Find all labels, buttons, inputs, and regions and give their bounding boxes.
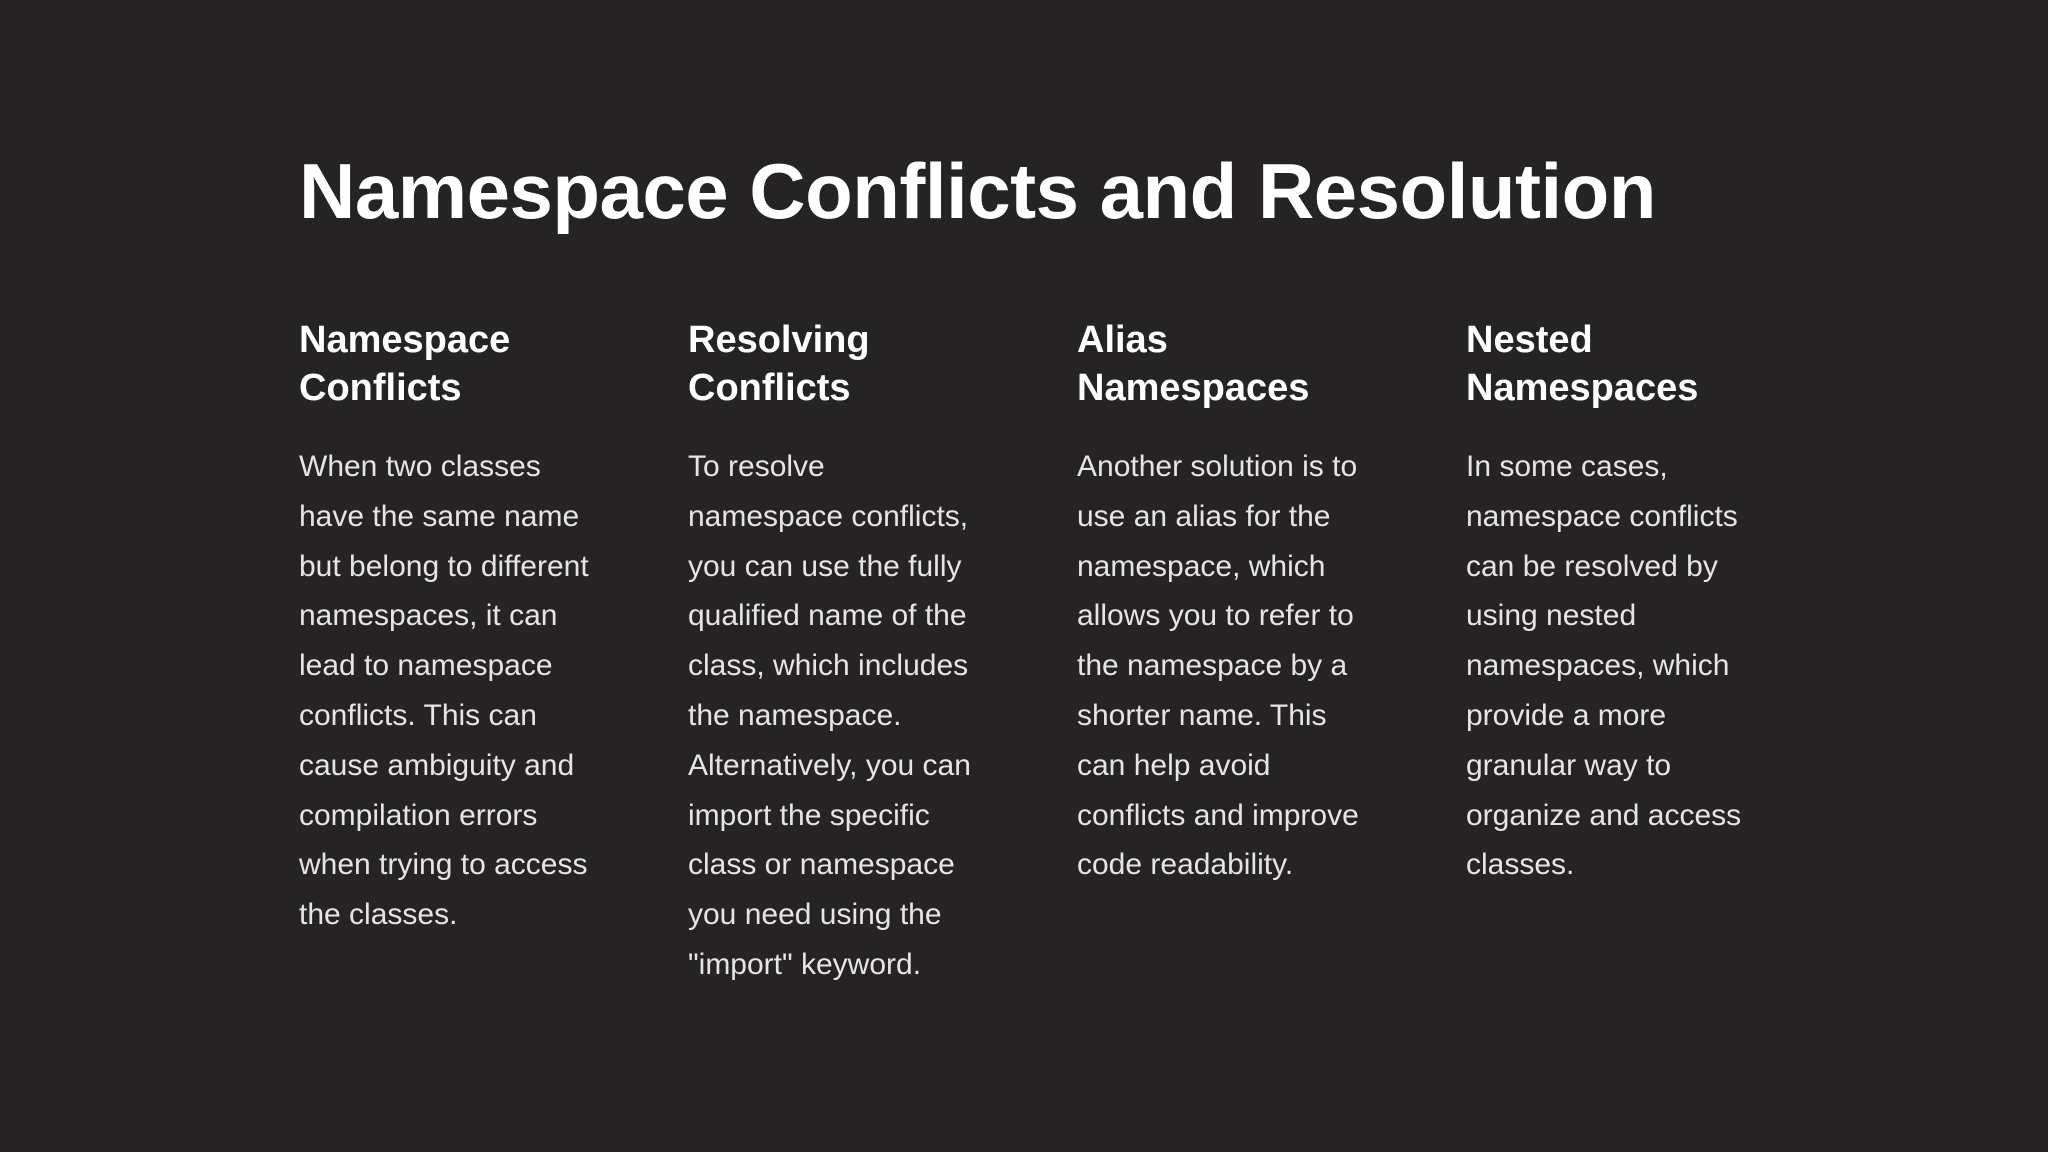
column-resolving-conflicts <box>688 316 1077 990</box>
column-heading: Nested Namespaces <box>1466 319 1699 409</box>
column-namespace-conflicts <box>299 316 688 990</box>
column-body: Another solution is to use an alias for the namespace, which allows you to refer to the namespace by a shorter name. This can help avoid conflicts and improve code readability. <box>1077 450 1359 882</box>
columns-row <box>299 316 1855 990</box>
column-body: In some cases, namespace conflicts can be resolved by using nested namespaces, which provide a more granular way to organize and access classes. <box>1466 450 1742 882</box>
slide-title: Namespace Conflicts and Resolution <box>299 147 1656 235</box>
column-alias-namespaces <box>1077 316 1466 990</box>
column-heading: Namespace Conflicts <box>299 319 511 409</box>
column-heading: Alias Namespaces <box>1077 319 1310 409</box>
column-body: To resolve namespace conflicts, you can use the fully qualified name of the class, which includes the namespace. Alternatively, you can import the specific class or namespace you need using the "import" keyword. <box>688 450 971 981</box>
column-nested-namespaces <box>1466 316 1855 990</box>
column-heading: Resolving Conflicts <box>688 319 870 409</box>
column-body: When two classes have the same name but belong to different namespaces, it can lead to namespace conflicts. This can cause ambiguity and compilation errors when trying to access the classes. <box>299 450 589 932</box>
